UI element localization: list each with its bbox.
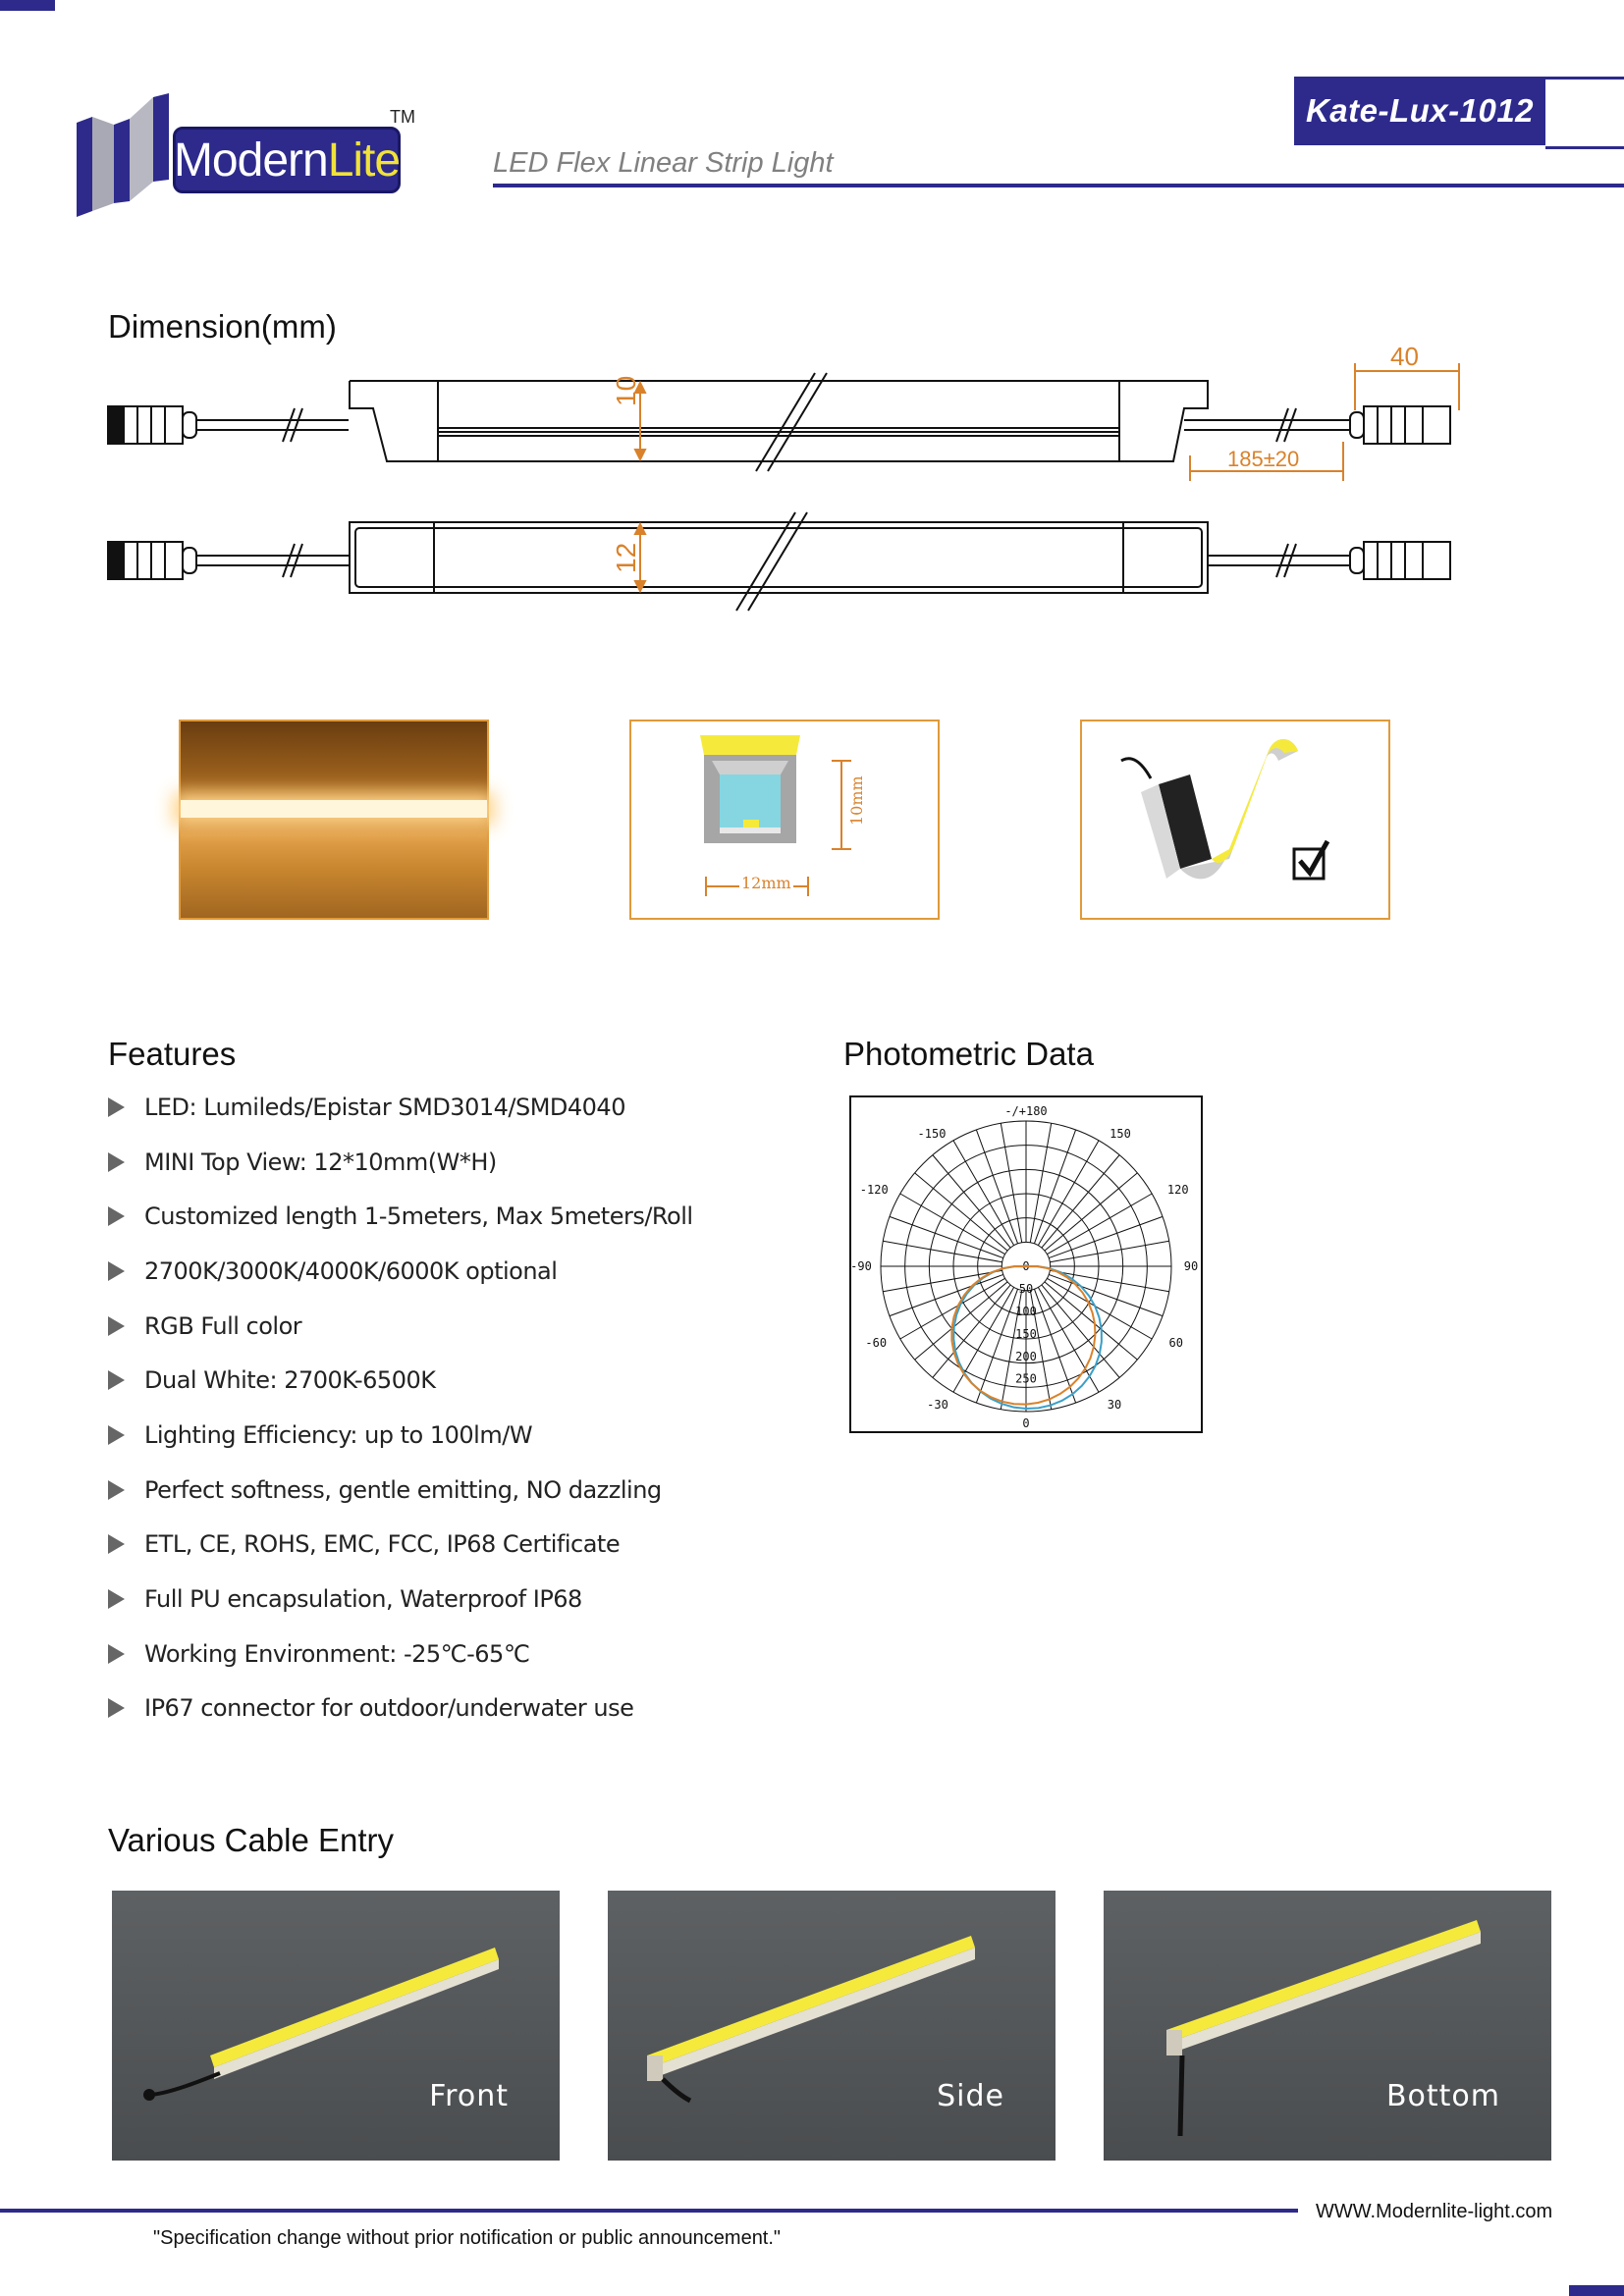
features-list: [108, 1080, 736, 1735]
feature-item: ETL, CE, ROHS, EMC, FCC, IP68 Certificate: [108, 1518, 736, 1573]
logo-text-modern: Modern: [173, 133, 328, 187]
polar-spoke: [1045, 1173, 1137, 1251]
dimension-heading: Dimension(mm): [108, 308, 337, 345]
glow-strip: [181, 800, 487, 818]
feature-item: Dual White: 2700K-6500K: [108, 1353, 736, 1408]
brand-logo: [75, 93, 428, 221]
model-badge-outline: [1545, 77, 1624, 149]
bullet-triangle-icon: [108, 1370, 125, 1390]
bullet-triangle-icon: [108, 1589, 125, 1609]
feature-item: LED: Lumileds/Epistar SMD3014/SMD4040: [108, 1080, 736, 1135]
strip-bottom-illustration: [1104, 1891, 1551, 2161]
polar-radial-label: 0: [1022, 1259, 1030, 1273]
cable-entry-bottom: [1104, 1891, 1551, 2161]
feature-item: Full PU encapsulation, Waterproof IP68: [108, 1572, 736, 1627]
bend-illustration: [1082, 721, 1388, 918]
features-heading: Features: [108, 1036, 237, 1072]
polar-spoke: [915, 1173, 1007, 1251]
footer-disclaimer: "Specification change without prior notification or public announcement.": [153, 2227, 782, 2249]
glow-photo: [179, 720, 489, 920]
cross-width-label: 12mm: [741, 874, 791, 892]
polar-angle-label: 150: [1110, 1127, 1131, 1142]
polar-spoke: [933, 1155, 1010, 1248]
dim-height-12: 12: [611, 542, 641, 573]
bullet-triangle-icon: [108, 1644, 125, 1664]
polar-angle-label: 120: [1166, 1183, 1189, 1197]
bullet-triangle-icon: [108, 1534, 125, 1554]
cable-label-side: Side: [937, 2079, 1004, 2113]
polar-spoke: [1042, 1285, 1119, 1377]
corner-accent-bottom: [1569, 2285, 1624, 2296]
polar-spoke: [933, 1285, 1010, 1377]
logo-wordmark: [173, 127, 401, 193]
feature-item: 2700K/3000K/4000K/6000K optional: [108, 1244, 736, 1299]
polar-radial-label: 150: [1015, 1326, 1037, 1341]
feature-item: IP67 connector for outdoor/underwater use: [108, 1682, 736, 1736]
bullet-triangle-icon: [108, 1425, 125, 1445]
corner-accent: [0, 0, 55, 11]
polar-angle-label: 0: [1022, 1416, 1030, 1430]
cross-section-box: [629, 720, 940, 920]
footer-website-link[interactable]: WWW.Modernlite-light.com: [1316, 2201, 1553, 2222]
polar-angle-label: -60: [865, 1336, 888, 1350]
bullet-triangle-icon: [108, 1316, 125, 1336]
feature-item: Lighting Efficiency: up to 100lm/W: [108, 1408, 736, 1463]
product-subtitle: LED Flex Linear Strip Light: [493, 147, 834, 179]
polar-angle-label: -120: [859, 1183, 889, 1197]
bullet-triangle-icon: [108, 1480, 125, 1500]
dim-height-10: 10: [611, 375, 641, 406]
cable-entry-side: [608, 1891, 1056, 2161]
cross-height-label: 10mm: [847, 775, 866, 826]
cable-entry-front: [112, 1891, 560, 2161]
bend-illustration-box: [1080, 720, 1390, 920]
polar-spoke: [915, 1282, 1007, 1360]
feature-item: Working Environment: -25℃-65℃: [108, 1627, 736, 1682]
photometric-heading: Photometric Data: [843, 1036, 1094, 1072]
bullet-triangle-icon: [108, 1261, 125, 1281]
model-badge: Kate-Lux-1012: [1294, 77, 1545, 145]
polar-angle-label: 60: [1168, 1336, 1183, 1350]
polar-spoke: [1045, 1282, 1137, 1360]
cable-label-front: Front: [429, 2079, 509, 2113]
polar-angle-label: 90: [1183, 1259, 1199, 1273]
cable-entry-heading: Various Cable Entry: [108, 1822, 395, 1858]
strip-front-illustration: [112, 1891, 560, 2161]
header-divider: [493, 184, 1624, 187]
dimension-drawing: [98, 334, 1492, 628]
polar-angle-label: -90: [851, 1259, 872, 1273]
polar-angle-label: -30: [927, 1397, 948, 1412]
bullet-triangle-icon: [108, 1097, 125, 1117]
polar-radial-label: 50: [1018, 1281, 1034, 1296]
polar-radial-label: 200: [1015, 1349, 1037, 1363]
logo-mark-icon: [75, 93, 183, 221]
polar-chart: [851, 1097, 1201, 1431]
polar-spoke: [1042, 1155, 1119, 1248]
bullet-triangle-icon: [108, 1152, 125, 1172]
trademark-mark: TM: [390, 107, 415, 127]
polar-radial-label: 100: [1015, 1304, 1037, 1318]
dim-connector-40: 40: [1390, 342, 1419, 371]
bullet-triangle-icon: [108, 1206, 125, 1226]
polar-angle-label: 30: [1107, 1397, 1122, 1412]
strip-side-illustration: [608, 1891, 1056, 2161]
feature-item: Perfect softness, gentle emitting, NO dazzling: [108, 1463, 736, 1518]
bullet-triangle-icon: [108, 1698, 125, 1718]
cable-label-bottom: Bottom: [1385, 2079, 1500, 2113]
feature-item: Customized length 1-5meters, Max 5meters/Roll: [108, 1189, 736, 1244]
polar-angle-label: -/+180: [1004, 1104, 1048, 1118]
footer-divider: [0, 2209, 1298, 2213]
dim-cable-185: 185±20: [1227, 447, 1300, 471]
feature-item: MINI Top View: 12*10mm(W*H): [108, 1135, 736, 1190]
polar-angle-label: -150: [917, 1127, 947, 1142]
polar-radial-label: 250: [1015, 1371, 1037, 1386]
logo-text-lite: Lite: [327, 133, 401, 187]
feature-item: RGB Full color: [108, 1299, 736, 1354]
photometric-chart-frame: [849, 1095, 1203, 1433]
